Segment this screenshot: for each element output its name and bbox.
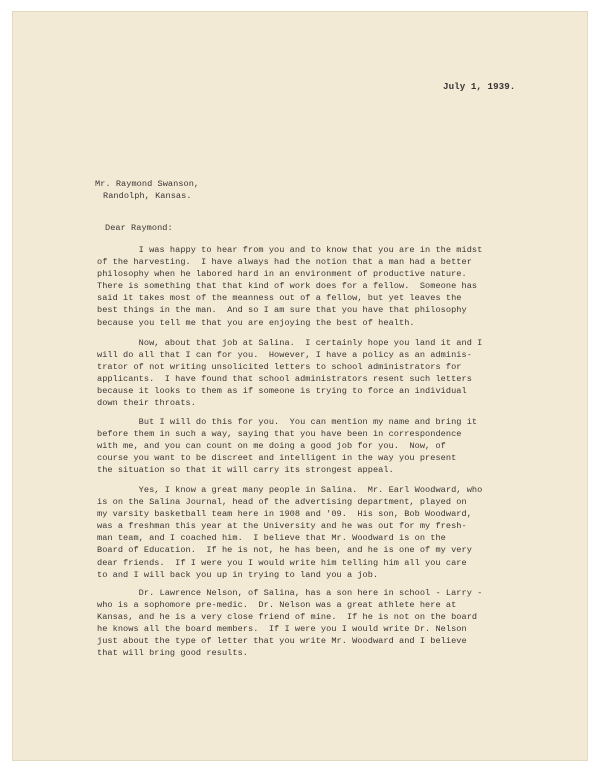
paragraph-line: will do all that I can for you. However, I have a policy as an adminis-: [97, 350, 472, 361]
paragraph-line: trator of not writing unsolicited letters to school administrators for: [97, 362, 462, 373]
paragraph-job-salina: [97, 337, 537, 410]
paragraph-line: I was happy to hear from you and to know that you are in the midst: [97, 245, 483, 255]
paragraph-line: Now, about that job at Salina. I certainly hope you land it and I: [97, 338, 483, 348]
paragraph-nelson: [97, 587, 537, 660]
paragraph-line: that will bring good results.: [97, 648, 249, 659]
paragraph-line: Kansas, and he is a very close friend of mine. If he is not on the board: [97, 612, 478, 623]
paragraph-line: Dr. Lawrence Nelson, of Salina, has a son here in school - Larry -: [97, 588, 483, 598]
paragraph-harvest: [97, 244, 537, 329]
paragraph-line: Board of Education. If he is not, he has been, and he is one of my very: [97, 545, 472, 556]
salutation: Dear Raymond:: [105, 223, 173, 233]
recipient-location: Randolph, Kansas.: [103, 191, 192, 202]
paragraph-mention-name: [97, 416, 537, 476]
paragraph-line: he knows all the board members. If I were you I would write Dr. Nelson: [97, 624, 467, 635]
paragraph-line: best things in the man. And so I am sure that you have that philosophy: [97, 305, 467, 316]
paragraph-line: just about the type of letter that you write Mr. Woodward and I believe: [97, 636, 467, 647]
letter-date: July 1, 1939.: [443, 81, 516, 92]
paragraph-line: Yes, I know a great many people in Salina. Mr. Earl Woodward, who: [97, 485, 483, 495]
recipient-address: [95, 178, 199, 202]
paragraph-line: There is something that that kind of work does for a fellow. Someone has: [97, 281, 478, 292]
paragraph-line: because you tell me that you are enjoying the best of health.: [97, 317, 415, 328]
paragraph-woodward: [97, 484, 537, 581]
paragraph-line: course you want to be discreet and intelligent in the way you present: [97, 453, 457, 464]
paragraph-line: But I will do this for you. You can mention my name and bring it: [97, 417, 478, 427]
paragraph-line: who is a sophomore pre-medic. Dr. Nelson was a great athlete here at: [97, 600, 457, 611]
paragraph-line: is on the Salina Journal, head of the advertising department, played on: [97, 497, 467, 508]
paragraph-line: because it looks to them as if someone is trying to force an individual: [97, 386, 467, 397]
recipient-name: Mr. Raymond Swanson,: [95, 179, 200, 189]
paragraph-line: the situation so that it will carry its strongest appeal.: [97, 465, 394, 476]
paragraph-line: of the harvesting. I have always had the notion that a man had a better: [97, 257, 472, 268]
paragraph-line: applicants. I have found that school administrators resent such letters: [97, 374, 472, 385]
paragraph-line: before them in such a way, saying that you have been in correspondence: [97, 429, 462, 440]
paragraph-line: to and I will back you up in trying to land you a job.: [97, 569, 379, 580]
paragraph-line: man team, and I coached him. I believe that Mr. Woodward is on the: [97, 533, 446, 544]
paragraph-line: was a freshman this year at the University and he was out for my fresh-: [97, 521, 467, 532]
paragraph-line: my varsity basketball team here in 1908 and '09. His son, Bob Woodward,: [97, 509, 472, 520]
paragraph-line: philosophy when he labored hard in an environment of productive nature.: [97, 269, 467, 280]
paragraph-line: down their throats.: [97, 398, 196, 409]
letter-page: [12, 11, 588, 761]
paragraph-line: with me, and you can count on me doing a good job for you. Now, of: [97, 441, 446, 452]
paragraph-line: dear friends. If I were you I would write him telling him all you care: [97, 557, 467, 568]
paragraph-line: said it takes most of the meanness out of a fellow, but yet leaves the: [97, 293, 462, 304]
